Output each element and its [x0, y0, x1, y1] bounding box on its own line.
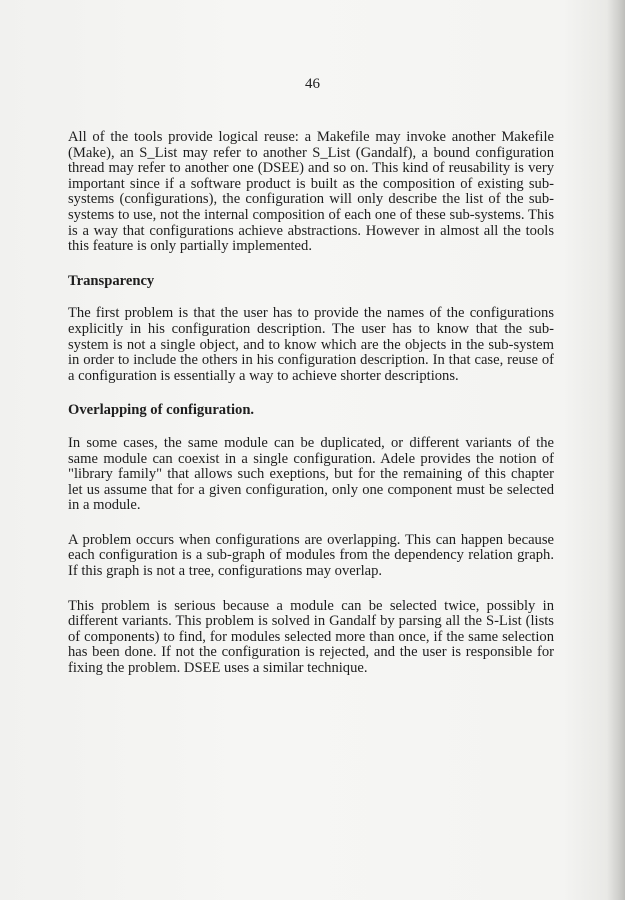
page-body — [68, 130, 554, 696]
transparency-paragraph: The first problem is that the user has to provide the names of the configurations explicitly in his configuration description. The user has to know that the sub-system is not a single object, and to know which are the objects in the sub-system in order to include the others in his configuration description. In that case, reuse of a configuration is essentially a way to achieve shorter descriptions. — [68, 305, 554, 384]
overlap-paragraph-2: A problem occurs when configurations are overlapping. This can happen because each configuration is a sub-graph of modules from the dependency relation graph. If this graph is not a tree, configurations may overlap. — [68, 531, 554, 580]
transparency-heading: Transparency — [68, 272, 155, 289]
overlap-paragraph-1: In some cases, the same module can be duplicated, or different variants of the same module can coexist in a single configuration. Adele provides the notion of "library family" that allows such exeptions, but for the remaining of this chapter let us assume that for a given configuration, only one component must be selected in a module. — [68, 434, 554, 514]
page-edge-shadow — [607, 0, 625, 900]
overlap-heading: Overlapping of configuration. — [68, 402, 255, 419]
overlap-paragraph-3: This problem is serious because a module can be selected twice, possibly in different variants. This problem is solved in Gandalf by parsing all the S-List (lists of components) to find, for modules selected more than once, if the same selection has been done. If not the configuration is rejected, and the user is responsible for fixing the problem. DSEE uses a similar technique. — [68, 597, 554, 677]
page-number: 46 — [305, 76, 320, 92]
intro-paragraph: All of the tools provide logical reuse: a Makefile may invoke another Makefile (Make), an S_List may refer to another S_List (Gandalf), a bound configuration thread may refer to another one (DSEE) and so on. This kind of reusability is very important since if a software product is built as the composition of existing sub-systems (configurations), the configuration will only describe the list of the sub-systems to use, not the internal composition of each one of these sub-systems. This is a way that configurations achieve abstractions. However in almost all the tools this feature is only partially implemented. — [68, 129, 554, 255]
